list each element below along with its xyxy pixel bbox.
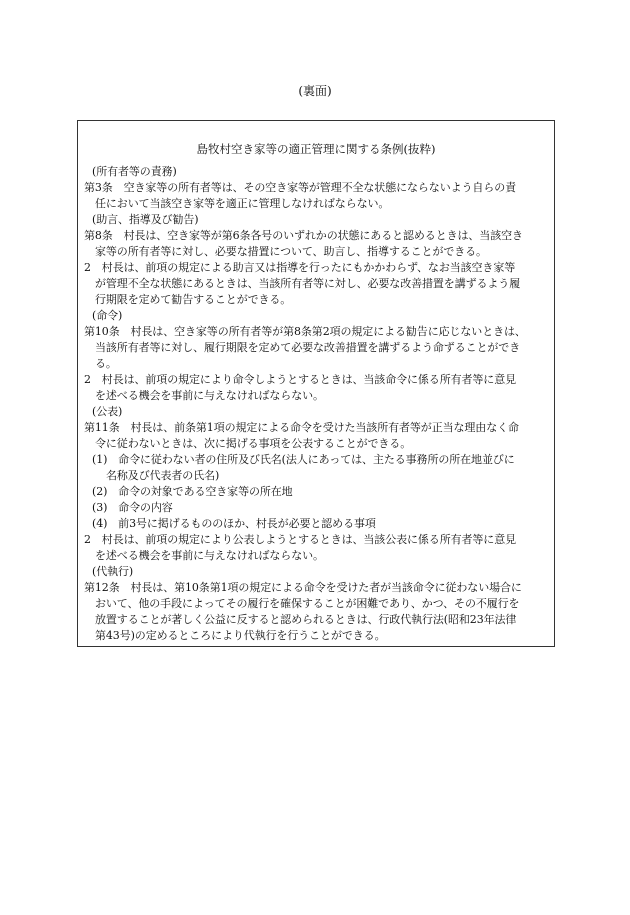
ordinance-title: 島牧村空き家等の適正管理に関する条例(抜粋)	[196, 142, 436, 156]
section-heading: (所有者等の責務)	[92, 165, 177, 178]
ordinance-line: を述べる機会を事前に与えなければならない。	[95, 549, 324, 562]
ordinance-line: おいて、他の手段によってその履行を確保することが困難であり、かつ、その不履行を	[95, 597, 520, 610]
ordinance-line: 任において当該空き家等を適正に管理しなければならない。	[95, 197, 390, 210]
ordinance-line: (4) 前3号に掲げるもののほか、村長が必要と認める事項	[92, 517, 376, 530]
ordinance-line: 第10条 村長は、空き家等の所有者等が第8条第2項の規定による勧告に応じないときは、	[84, 325, 526, 338]
ordinance-line: 第12条 村長は、第10条第1項の規定による命令を受けた者が当該命令に従わない場合に	[84, 581, 522, 594]
ordinance-line: を述べる機会を事前に与えなければならない。	[95, 389, 324, 402]
ordinance-line: 第43号)の定めるところにより代執行を行うことができる。	[95, 629, 386, 642]
ordinance-line: が管理不全な状態にあるときは、当該所有者等に対し、必要な改善措置を講ずるよう履	[95, 277, 521, 290]
ordinance-line: 行期限を定めて勧告することができる。	[95, 293, 292, 306]
ordinance-line: 令に従わないときは、次に掲げる事項を公表することができる。	[95, 437, 412, 450]
ordinance-line: 2 村長は、前項の規定により公表しようとするときは、当該公表に係る所有者等に意見	[84, 533, 516, 546]
ordinance-line: 2 村長は、前項の規定による助言又は指導を行ったにもかかわらず、なお当該空き家等	[84, 261, 516, 274]
ordinance-line: 名称及び代表者の氏名)	[106, 469, 220, 482]
section-heading: (公表)	[92, 405, 123, 418]
section-heading: (代執行)	[92, 565, 134, 578]
ordinance-line: 当該所有者等に対し、履行期限を定めて必要な改善措置を講ずるよう命ずることができ	[95, 341, 521, 354]
page-side-label: (裏面)	[298, 84, 332, 98]
ordinance-line: 第8条 村長は、空き家等が第6条各号のいずれかの状態にあると認めるときは、当該空き	[84, 229, 523, 242]
ordinance-line: 2 村長は、前項の規定により命令しようとするときは、当該命令に係る所有者等に意見	[84, 373, 516, 386]
ordinance-line: (3) 命令の内容	[92, 501, 173, 514]
ordinance-body	[84, 164, 548, 644]
section-heading: (命令)	[92, 309, 123, 322]
ordinance-line: 家等の所有者等に対し、必要な措置について、助言し、指導することができる。	[95, 245, 487, 258]
section-heading: (助言、指導及び勧告)	[92, 213, 199, 226]
ordinance-line: (2) 命令の対象である空き家等の所在地	[92, 485, 293, 498]
ordinance-line: (1) 命令に従わない者の住所及び氏名(法人にあっては、主たる事務所の所在地並びに	[92, 453, 515, 466]
ordinance-line: 放置することが著しく公益に反すると認められるときは、行政代執行法(昭和23年法律	[95, 613, 517, 626]
ordinance-line: 第3条 空き家等の所有者等は、その空き家等が管理不全な状態にならないよう自らの責	[84, 181, 516, 194]
ordinance-excerpt-box	[77, 120, 555, 647]
ordinance-line: 第11条 村長は、前条第1項の規定による命令を受けた当該所有者等が正当な理由なく命	[84, 421, 519, 434]
ordinance-line: る。	[95, 357, 117, 370]
